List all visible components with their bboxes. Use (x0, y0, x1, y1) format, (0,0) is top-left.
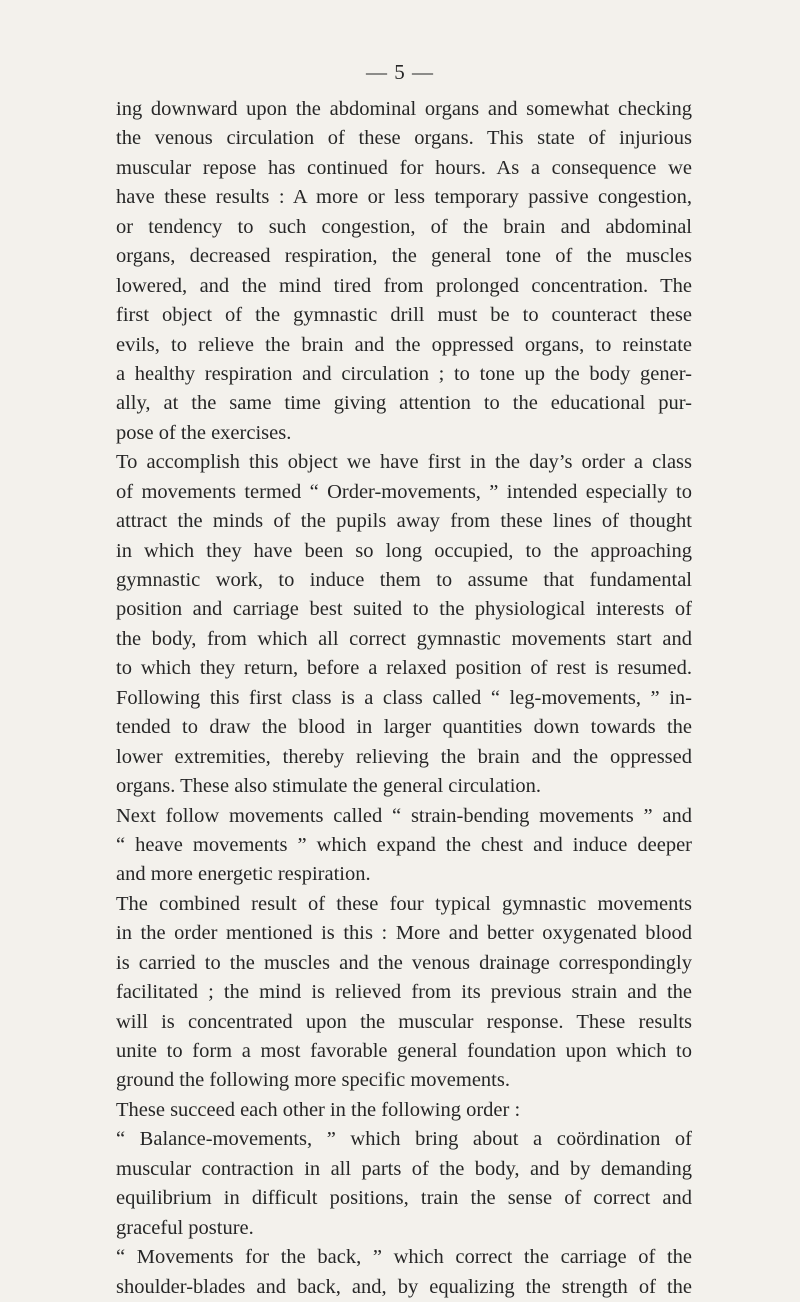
page-number: — 5 — (366, 60, 434, 84)
text-line: pose of the exercises. (116, 421, 292, 444)
text-line: organs. These also stimulate the general circulation. (116, 775, 542, 798)
text-line: and more energetic respiration. (116, 863, 371, 886)
text-line: in the order mentioned is this : More and better oxygenated blood (116, 922, 692, 945)
text-line: unite to form a most favorable general foundation upon which to (116, 1040, 692, 1062)
text-line: ing downward upon the abdominal organs and somewhat checking (116, 98, 692, 120)
text-line: ground the following more specific movements. (116, 1069, 510, 1092)
text-line: ally, at the same time giving attention to the educational pur- (116, 392, 692, 415)
text-line: “ Movements for the back, ” which correct the carriage of the (116, 1246, 692, 1269)
text-line: “ heave movements ” which expand the chest and induce deeper (116, 833, 692, 856)
text-line: lowered, and the mind tired from prolonged concentration. The (116, 274, 692, 297)
text-line: is carried to the muscles and the venous drainage correspondingly (116, 951, 692, 974)
text-line: evils, to relieve the brain and the oppressed organs, to reinstate (116, 333, 692, 356)
text-line: facilitated ; the mind is relieved from its previous strain and the (116, 981, 692, 1004)
text-line: in which they have been so long occupied, to the approaching (116, 539, 692, 562)
text-line: tended to draw the blood in larger quantities down towards the (116, 716, 692, 739)
text-line: or tendency to such congestion, of the brain and abdominal (116, 215, 692, 238)
text-line: organs, decreased respiration, the general tone of the muscles (116, 245, 692, 268)
text-line: To accomplish this object we have first in the day’s order a class (116, 451, 692, 474)
text-line: These succeed each other in the following order : (116, 1098, 521, 1121)
text-line: attract the minds of the pupils away from these lines of thought (116, 510, 692, 533)
text-line: of movements termed “ Order-movements, ” intended especially to (116, 480, 692, 503)
text-line: Following this first class is a class called “ leg-movements, ” in- (116, 686, 692, 709)
text-line: muscular contraction in all parts of the body, and by demanding (116, 1157, 692, 1180)
text-line: “ Balance-movements, ” which bring about a coördination of (116, 1128, 692, 1151)
text-line: equilibrium in difficult positions, train the sense of correct and (116, 1187, 692, 1210)
text-line: The combined result of these four typical gymnastic movements (116, 892, 692, 915)
text-line: to which they return, before a relaxed position of rest is resumed. (116, 657, 692, 680)
text-line: muscular repose has continued for hours. As a consequence we (116, 156, 692, 179)
body-text (116, 95, 692, 1302)
text-line: the venous circulation of these organs. This state of injurious (116, 127, 692, 150)
text-line: shoulder-blades and back, and, by equalizing the strength of the (116, 1275, 692, 1298)
text-line: first object of the gymnastic drill must be to counteract these (116, 304, 692, 327)
text-line: lower extremities, thereby relieving the brain and the oppressed (116, 745, 692, 768)
text-line: gymnastic work, to induce them to assume that fundamental (116, 569, 692, 591)
text-line: the body, from which all correct gymnastic movements start and (116, 627, 692, 650)
text-line: Next follow movements called “ strain-bending movements ” and (116, 804, 692, 827)
text-line: position and carriage best suited to the physiological interests of (116, 598, 692, 621)
text-line: have these results : A more or less temporary passive congestion, (116, 186, 692, 209)
text-line: graceful posture. (116, 1216, 254, 1239)
text-line: a healthy respiration and circulation ; to tone up the body gener- (116, 362, 692, 385)
text-line: will is concentrated upon the muscular response. These results (116, 1010, 692, 1033)
